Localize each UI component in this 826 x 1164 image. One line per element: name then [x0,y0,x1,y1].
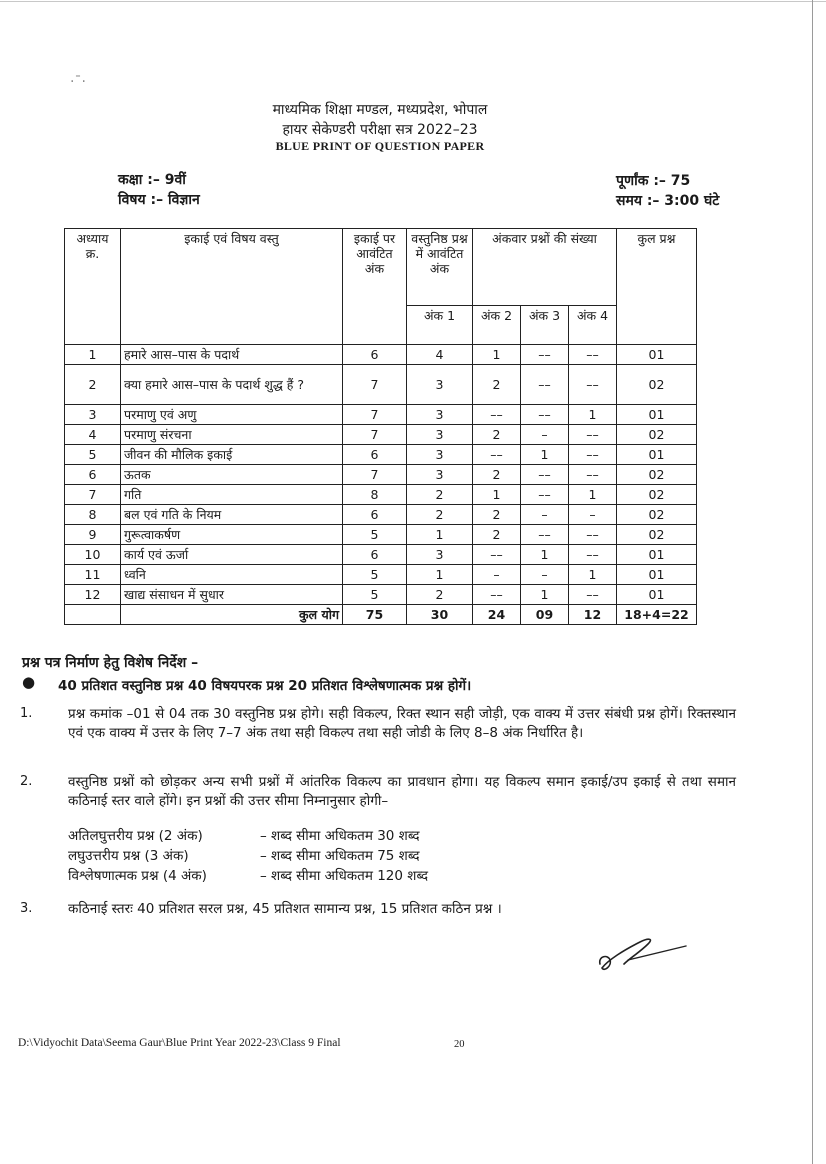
cell-obj: 4 [407,345,473,365]
cell-m3: –– [521,405,569,425]
cell-m3: 1 [521,445,569,465]
exam-session: हायर सेकेण्डरी परीक्षा सत्र 2022–23 [282,122,478,138]
cell-m4: 1 [569,565,617,585]
cell-no: 5 [65,445,121,465]
cell-m3: – [521,505,569,525]
cell-marks: 6 [343,505,407,525]
cell-marks: 5 [343,525,407,545]
cell-m3: – [521,425,569,445]
cell-m3: –– [521,465,569,485]
table-row [65,405,697,425]
cell-m3: –– [521,345,569,365]
cell-total: 02 [617,485,697,505]
cell-obj: 2 [407,485,473,505]
cell-m4: – [569,505,617,525]
cell-m4: –– [569,585,617,605]
table-row [65,505,697,525]
header-markwise: अंकवार प्रश्नों की संख्या [473,229,617,306]
cell-total: 02 [617,365,697,405]
instructions-title: प्रश्न पत्र निर्माण हेतु विशेष निर्देश – [22,655,199,671]
document-title: BLUE PRINT OF QUESTION PAPER [275,139,485,153]
table-row [65,545,697,565]
cell-obj: 3 [407,365,473,405]
signature-image [594,930,694,980]
header-chapter-no: अध्याय क्र. [65,229,121,345]
table-row [65,345,697,365]
cell-m2: 2 [473,525,521,545]
subheader-marks-4: अंक 4 [569,306,617,345]
header-total: कुल प्रश्न [617,229,697,345]
cell-total: 02 [617,525,697,545]
cell-m2: 2 [473,365,521,405]
cell-obj: 3 [407,445,473,465]
limit-word-count: – शब्द सीमा अधिकतम 30 शब्द [260,828,420,844]
cell-unit: परमाणु संरचना [121,425,343,445]
cell-m4: –– [569,345,617,365]
cell-total: 01 [617,445,697,465]
cell-obj: 3 [407,405,473,425]
header-unit: इकाई एवं विषय वस्तु [121,229,343,345]
total-m3: 09 [521,605,569,625]
cell-obj: 1 [407,565,473,585]
cell-no: 3 [65,405,121,425]
total-row [65,605,697,625]
cell-m4: –– [569,365,617,405]
cell-marks: 7 [343,465,407,485]
cell-total: 01 [617,405,697,425]
subheader-marks-3: अंक 3 [521,306,569,345]
cell-no: 1 [65,345,121,365]
cell-marks: 5 [343,565,407,585]
limit-word-count: – शब्द सीमा अधिकतम 120 शब्द [260,868,429,884]
cell-no: 9 [65,525,121,545]
cell-no: 2 [65,365,121,405]
limit-question-type: विश्लेषणात्मक प्रश्न (4 अंक) [68,868,207,884]
cell-obj: 2 [407,585,473,605]
cell-m3: –– [521,525,569,545]
cell-m4: –– [569,445,617,465]
table-row [65,445,697,465]
cell-marks: 6 [343,545,407,565]
blueprint-table [64,228,697,625]
cell-m3: – [521,565,569,585]
cell-m2: –– [473,445,521,465]
cell-unit: गुरूत्वाकर्षण [121,525,343,545]
instruction-text: वस्तुनिष्ठ प्रश्नों को छोड़कर अन्य सभी प्रश्नों में आंतरिक विकल्प का प्रावधान होगा। यह विकल्प समान इकाई/उप इकाई से तथा समान कठिनाई स्तर वाले होंगे। इन प्रश्नों की उत्तर सीमा निम्नानुसार होगी– [68,774,736,809]
cell-m3: –– [521,365,569,405]
scan-edge-top [0,1,826,2]
cell-marks: 7 [343,405,407,425]
cell-total: 02 [617,425,697,445]
cell-m2: –– [473,585,521,605]
cell-total: 01 [617,585,697,605]
cell-marks: 6 [343,345,407,365]
cell-total: 01 [617,565,697,585]
cell-m3: 1 [521,545,569,565]
cell-m2: 2 [473,505,521,525]
cell-m3: –– [521,485,569,505]
header-objective: वस्तुनिष्ठ प्रश्न में आवंटित अंक [407,229,473,306]
cell-total: 02 [617,465,697,485]
cell-obj: 3 [407,545,473,565]
cell-marks: 6 [343,445,407,465]
cell-no: 8 [65,505,121,525]
cell-no: 11 [65,565,121,585]
cell-m3: 1 [521,585,569,605]
cell-no: 12 [65,585,121,605]
subheader-marks-2: अंक 2 [473,306,521,345]
cell-total: 01 [617,545,697,565]
header-unit-marks: इकाई पर आवंटित अंक [343,229,407,345]
table-row [65,465,697,485]
cell-m4: 1 [569,485,617,505]
full-marks-label: पूर्णांक :– 75 [616,173,691,189]
cell-m4: –– [569,465,617,485]
instruction-text: प्रश्न कमांक –01 से 04 तक 30 वस्तुनिष्ठ प्रश्न होगे। सही विकल्प, रिक्त स्थान सही जोड़ी, एक वाक्य में उत्तर संबंधी प्रश्न होगें। रिक्तस्थान एवं एक वाक्य में उत्तर के लिए 7–7 अंक तथा सही विकल्प तथा सही जोडी के लिए 8–8 अंक निर्धारित है। [68,706,736,741]
total-label: कुल योग [121,605,343,625]
cell-obj: 2 [407,505,473,525]
cell-marks: 5 [343,585,407,605]
cell-unit: कार्य एवं ऊर्जा [121,545,343,565]
instruction-number: 3. [20,901,33,916]
bullet-icon: ● [22,673,36,691]
cell-marks: 7 [343,425,407,445]
subheader-marks-1: अंक 1 [407,306,473,345]
instructions-bullet: 40 प्रतिशत वस्तुनिष्ठ प्रश्न 40 विषयपरक प्रश्न 20 प्रतिशत विश्लेषणात्मक प्रश्न होगें। [58,678,472,694]
cell-unit: ऊतक [121,465,343,485]
total-obj: 30 [407,605,473,625]
subject-label: विषय :– विज्ञान [118,192,200,208]
cell-unit: गति [121,485,343,505]
total-m2: 24 [473,605,521,625]
total-marks: 75 [343,605,407,625]
cell-unit: क्या हमारे आस–पास के पदार्थ शुद्ध हैं ? [121,365,343,405]
cell-m2: 2 [473,465,521,485]
cell-m2: –– [473,545,521,565]
cell-m2: 1 [473,345,521,365]
limit-question-type: अतिलघुत्तरीय प्रश्न (2 अंक) [68,828,203,844]
cell-unit: ध्वनि [121,565,343,585]
page-number: 20 [454,1039,465,1050]
cell-marks: 7 [343,365,407,405]
cell-unit: बल एवं गति के नियम [121,505,343,525]
table-row [65,525,697,545]
cell-obj: 3 [407,465,473,485]
board-name: माध्यमिक शिक्षा मण्डल, मध्यप्रदेश, भोपाल [272,102,488,118]
cell-m2: –– [473,405,521,425]
cell-marks: 8 [343,485,407,505]
time-label: समय :– 3:00 घंटे [616,193,720,209]
instruction-number: 1. [20,706,33,721]
instruction-number: 2. [20,774,33,789]
table-row [65,585,697,605]
cell-obj: 3 [407,425,473,445]
cell-unit: खाद्य संसाधन में सुधार [121,585,343,605]
class-label: कक्षा :– 9वीं [118,172,186,188]
limit-word-count: – शब्द सीमा अधिकतम 75 शब्द [260,848,420,864]
cell-no: 7 [65,485,121,505]
cell-blank [65,605,121,625]
scan-edge-right [812,0,813,1164]
cell-no: 6 [65,465,121,485]
scan-smudge: ·ˉ· [70,74,86,90]
instruction-text: कठिनाई स्तरः 40 प्रतिशत सरल प्रश्न, 45 प्रतिशत सामान्य प्रश्न, 15 प्रतिशत कठिन प्रश्न । [68,901,502,917]
cell-m4: –– [569,525,617,545]
cell-obj: 1 [407,525,473,545]
cell-unit: जीवन की मौलिक इकाई [121,445,343,465]
total-m4: 12 [569,605,617,625]
cell-unit: हमारे आस–पास के पदार्थ [121,345,343,365]
cell-no: 4 [65,425,121,445]
cell-total: 02 [617,505,697,525]
cell-total: 01 [617,345,697,365]
cell-m2: – [473,565,521,585]
table-row [65,565,697,585]
limit-question-type: लघुउत्तरीय प्रश्न (3 अंक) [68,848,189,864]
table-row [65,425,697,445]
table-row [65,365,697,405]
cell-m4: 1 [569,405,617,425]
cell-no: 10 [65,545,121,565]
cell-m4: –– [569,545,617,565]
cell-m2: 1 [473,485,521,505]
table-row [65,485,697,505]
cell-m2: 2 [473,425,521,445]
cell-m4: –– [569,425,617,445]
cell-unit: परमाणु एवं अणु [121,405,343,425]
total-total: 18+4=22 [617,605,697,625]
file-path: D:\Vidyochit Data\Seema Gaur\Blue Print Year 2022-23\Class 9 Final [18,1037,341,1049]
